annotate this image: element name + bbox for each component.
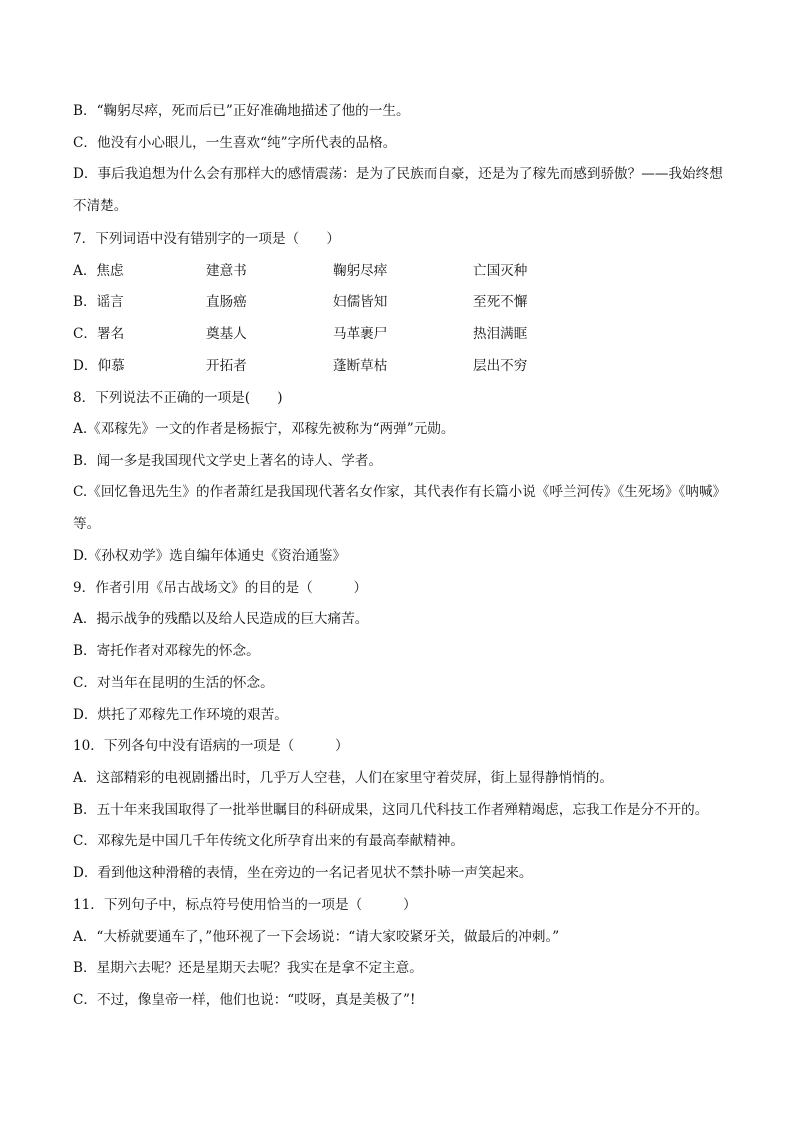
q6-option-b: B．“鞠躬尽瘁，死而后已”正好准确地描述了他的一生。: [73, 103, 410, 119]
q7-b-word-4: 至死不懈: [473, 294, 528, 310]
q7-a-word-3: 鞠躬尽瘁: [333, 263, 388, 279]
q7-d-word-2: 开拓者: [206, 358, 247, 374]
q7-c-word-3: 马革裹尸: [333, 326, 388, 342]
q6-option-c: C．他没有小心眼儿，一生喜欢“纯”字所代表的品格。: [73, 135, 397, 151]
q11-option-b: B．星期六去呢？还是星期天去呢？我实在是拿不定主意。: [73, 960, 423, 976]
question-10: 10．下列各句中没有语病的一项是（ ）: [73, 738, 349, 754]
q7-a-word-4: 亡国灭种: [473, 263, 528, 279]
q11-option-c: C．不过，像皇帝一样，他们也说：“哎呀，真是美极了”!: [73, 992, 416, 1008]
q9-option-b: B．寄托作者对邓稼先的怀念。: [73, 643, 260, 659]
q6-option-d: D．事后我追想为什么会有那样大的感情震荡：是为了民族而自豪，还是为了稼先而感到骄傲？——我始终想不清楚。: [73, 166, 723, 214]
q7-b-word-1: B．谣言: [73, 294, 124, 310]
q7-d-word-1: D．仰慕: [73, 358, 125, 374]
question-8: 8．下列说法不正确的一项是( ): [73, 390, 283, 406]
q8-option-c: C.《回忆鲁迅先生》的作者萧红是我国现代著名女作家，其代表作有长篇小说《呼兰河传》《生死场》《呐喊》等。: [73, 484, 727, 532]
q8-option-d: D.《孙权劝学》选自编年体通史《资治通鉴》: [73, 548, 347, 564]
q9-option-a: A．揭示战争的残酷以及给人民造成的巨大痛苦。: [73, 611, 369, 627]
q7-a-word-1: A．焦虑: [73, 263, 124, 279]
q8-option-a: A.《邓稼先》一文的作者是杨振宁，邓稼先被称为“两弹”元勋。: [73, 421, 455, 437]
q7-c-word-1: C．署名: [73, 326, 125, 342]
question-11: 11．下列句子中，标点符号使用恰当的一项是（ ）: [73, 897, 417, 913]
q7-b-word-3: 妇儒皆知: [333, 294, 388, 310]
q7-c-word-2: 奠基人: [206, 326, 247, 342]
q10-option-d: D．看到他这种滑稽的表情，坐在旁边的一名记者见状不禁扑哧一声笑起来。: [73, 865, 533, 881]
q9-option-d: D．烘托了邓稼先工作环境的艰苦。: [73, 707, 288, 723]
q7-b-word-2: 直肠癌: [206, 294, 247, 310]
q10-option-a: A．这部精彩的电视剧播出时，几乎万人空巷，人们在家里守着荧屏，街上显得静悄悄的。: [73, 770, 613, 786]
question-9: 9．作者引用《吊古战场文》的目的是（ ）: [73, 580, 368, 596]
q7-d-word-4: 层出不穷: [473, 358, 528, 374]
q7-a-word-2: 建意书: [206, 263, 247, 279]
q7-c-word-4: 热泪满眶: [473, 326, 528, 342]
q10-option-b: B．五十年来我国取得了一批举世瞩目的科研成果，这同几代科技工作者殚精竭虑，忘我工作是分不开的。: [73, 802, 709, 818]
q9-option-c: C．对当年在昆明的生活的怀念。: [73, 675, 274, 691]
q11-option-a: A．“大桥就要通车了，”他环视了一下会场说：“请大家咬紧牙关，做最后的冲刺。”: [73, 929, 560, 945]
q7-d-word-3: 蓬断草枯: [333, 358, 388, 374]
q8-option-b: B．闻一多是我国现代文学史上著名的诗人、学者。: [73, 453, 383, 469]
q10-option-c: C．邓稼先是中国几千年传统文化所孕育出来的有最高奉献精神。: [73, 833, 465, 849]
question-7: 7．下列词语中没有错别字的一项是（ ）: [73, 231, 340, 247]
